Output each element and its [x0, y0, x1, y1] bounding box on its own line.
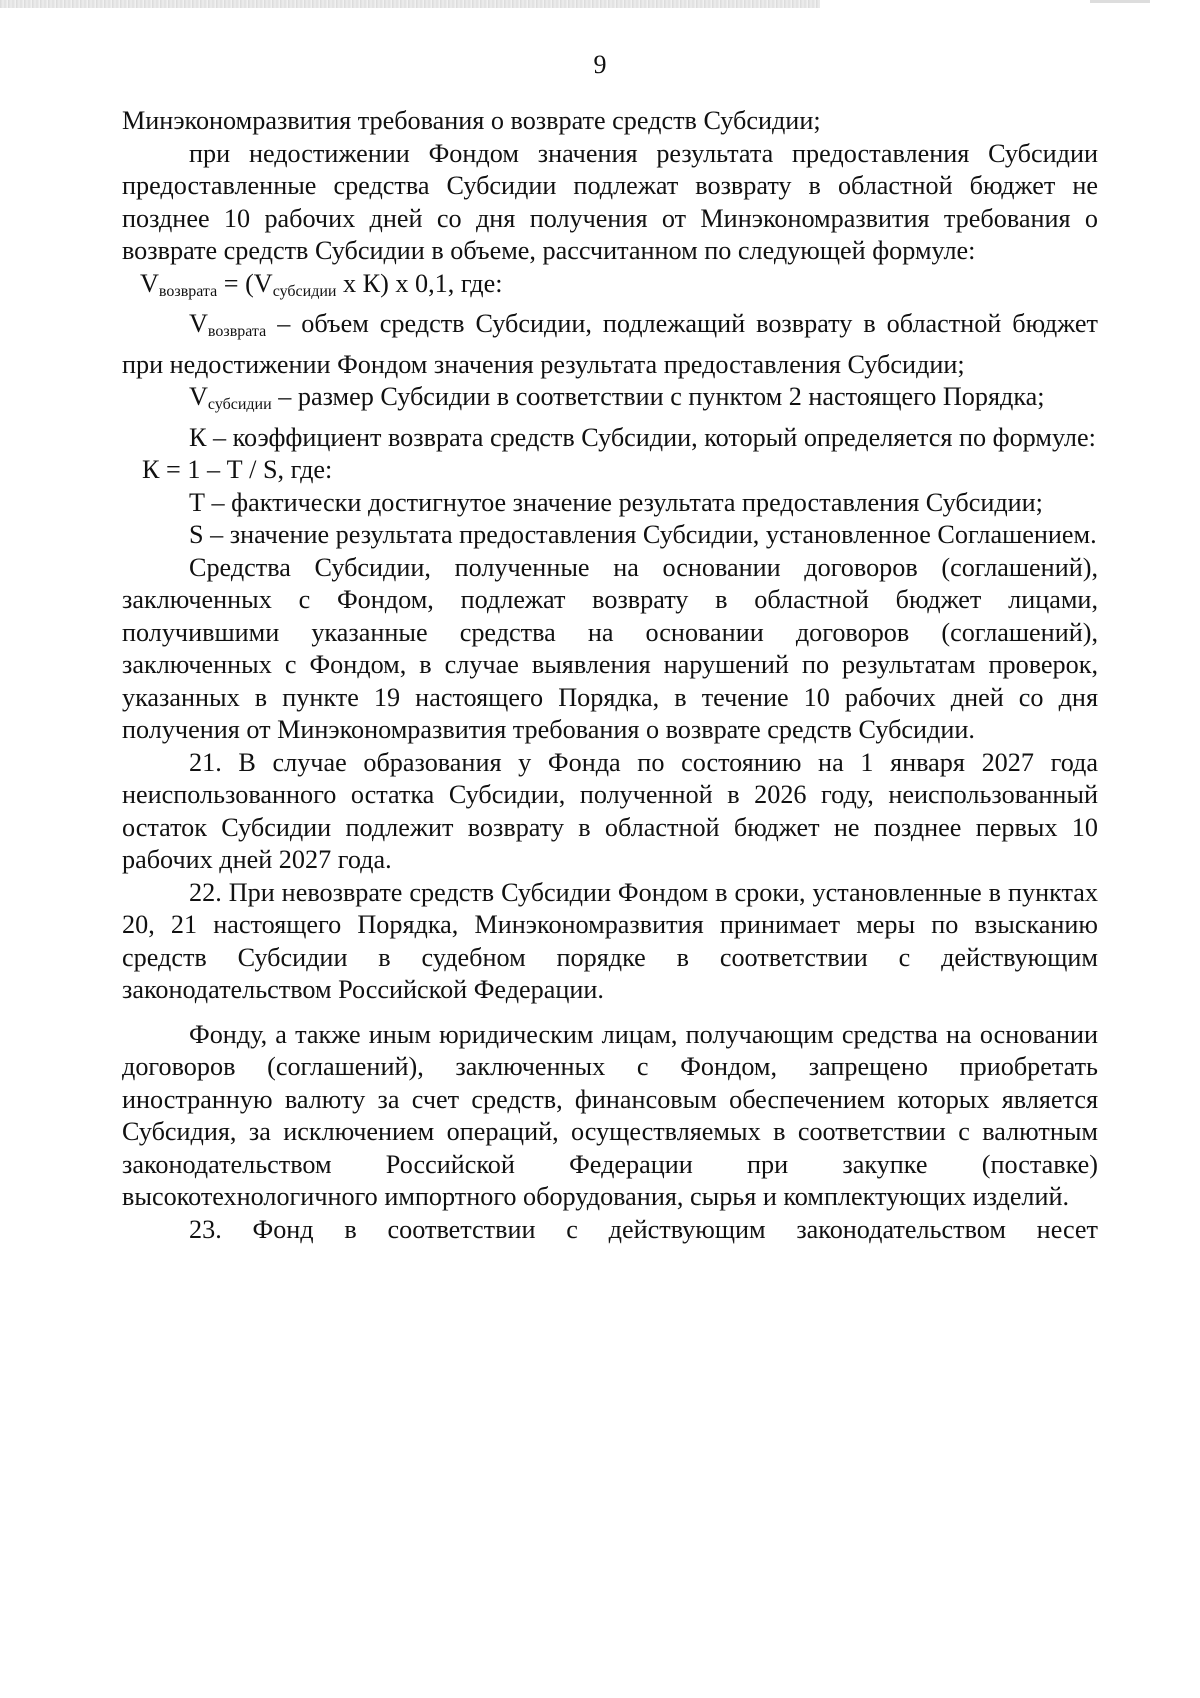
formula-v-symbol: V: [140, 268, 159, 298]
scan-edge-artifact-right: [1090, 0, 1150, 3]
definition-v-return-subscript: возврата: [207, 323, 267, 340]
definition-v-subsidy-text: – размер Субсидии в соответствии с пунктом 2 настоящего Порядка;: [271, 382, 1045, 411]
formula-k: К = 1 – Т / S, где:: [142, 455, 333, 484]
paragraph-21: 21. В случае образования у Фонда по состоянию на 1 января 2027 года неиспользованного остатка Субсидии, полученной в 2026 году, неиспользованный остаток Субсидии подлежит возврату в областной бюджет не позднее первых 10 рабочих дней 2027 года.: [122, 747, 1098, 874]
paragraph-currency-ban: Фонду, а также иным юридическим лицам, получающим средства на основании договоров (соглашений), заключенных с Фондом, запрещено приобретать иностранную валюту за счет средств, финансовым обеспечением которых является Субсидия, за исключением операций, осуществляемых в соответствии с валютным законодательством Российской Федерации при закупке (поставке) высокотехнологичного импортного оборудования, сырья и комплектующих изделий.: [122, 1019, 1098, 1211]
scan-edge-artifact: [0, 0, 820, 8]
definition-v-return-text: – объем средств Субсидии, подлежащий возврату в областной бюджет при недостижении Фондом значения результата предоставления Субсидии;: [122, 309, 1098, 379]
paragraph-intro: Минэкономразвития требования о возврате средств Субсидии;: [122, 106, 821, 135]
paragraph-funds-return: Средства Субсидии, полученные на основании договоров (соглашений), заключенных с Фондом, подлежат возврату в областной бюджет лицами, получившими указанные средства на основании договоров (соглашений), заключенных с Фондом, в случае выявления нарушений по результатам проверок, указанных в пункте 19 настоящего Порядка, в течение 10 рабочих дней со дня получения от Минэкономразвития требования о возврате средств Субсидии.: [122, 552, 1098, 744]
definition-s: S – значение результата предоставления Субсидии, установленное Соглашением.: [189, 520, 1097, 549]
definition-v-subsidy-symbol: V: [189, 382, 208, 411]
definition-t: Т – фактически достигнутое значение результата предоставления Субсидии;: [189, 487, 1043, 517]
formula-tail: х К) х 0,1, где:: [336, 268, 503, 298]
definition-v-subsidy-subscript: субсидии: [207, 396, 272, 413]
definition-v-subsidy: [122, 381, 1098, 422]
page-number: 9: [593, 50, 607, 79]
paragraph-23: 23. Фонд в соответствии с действующим законодательством несет: [189, 1214, 1098, 1244]
formula-v-return: [122, 268, 1098, 309]
formula-eq-open: = (V: [217, 268, 273, 298]
definition-v-return-symbol: V: [189, 309, 208, 338]
definition-v-return: [122, 308, 1098, 381]
paragraph-22: 22. При невозврате средств Субсидии Фондом в сроки, установленные в пунктах 20, 21 настоящего Порядка, Минэкономразвития принимает меры по взысканию средств Субсидии в судебном порядке в соответствии с действующим законодательством Российской Федерации.: [122, 877, 1098, 1004]
paragraph-nondostizhenie: при недостижении Фондом значения результата предоставления Субсидии предоставленные средства Субсидии подлежат возврату в областной бюджет не позднее 10 рабочих дней со дня получения от Минэкономразвития требования о возврате средств Субсидии в объеме, рассчитанном по следующей формуле:: [122, 138, 1098, 265]
definition-k: К – коэффициент возврата средств Субсидии, который определяется по формуле:: [189, 422, 1096, 452]
formula-v-subsidy-subscript: субсидии: [272, 282, 337, 300]
formula-v-return-subscript: возврата: [158, 282, 218, 300]
document-body: [122, 105, 1098, 1246]
